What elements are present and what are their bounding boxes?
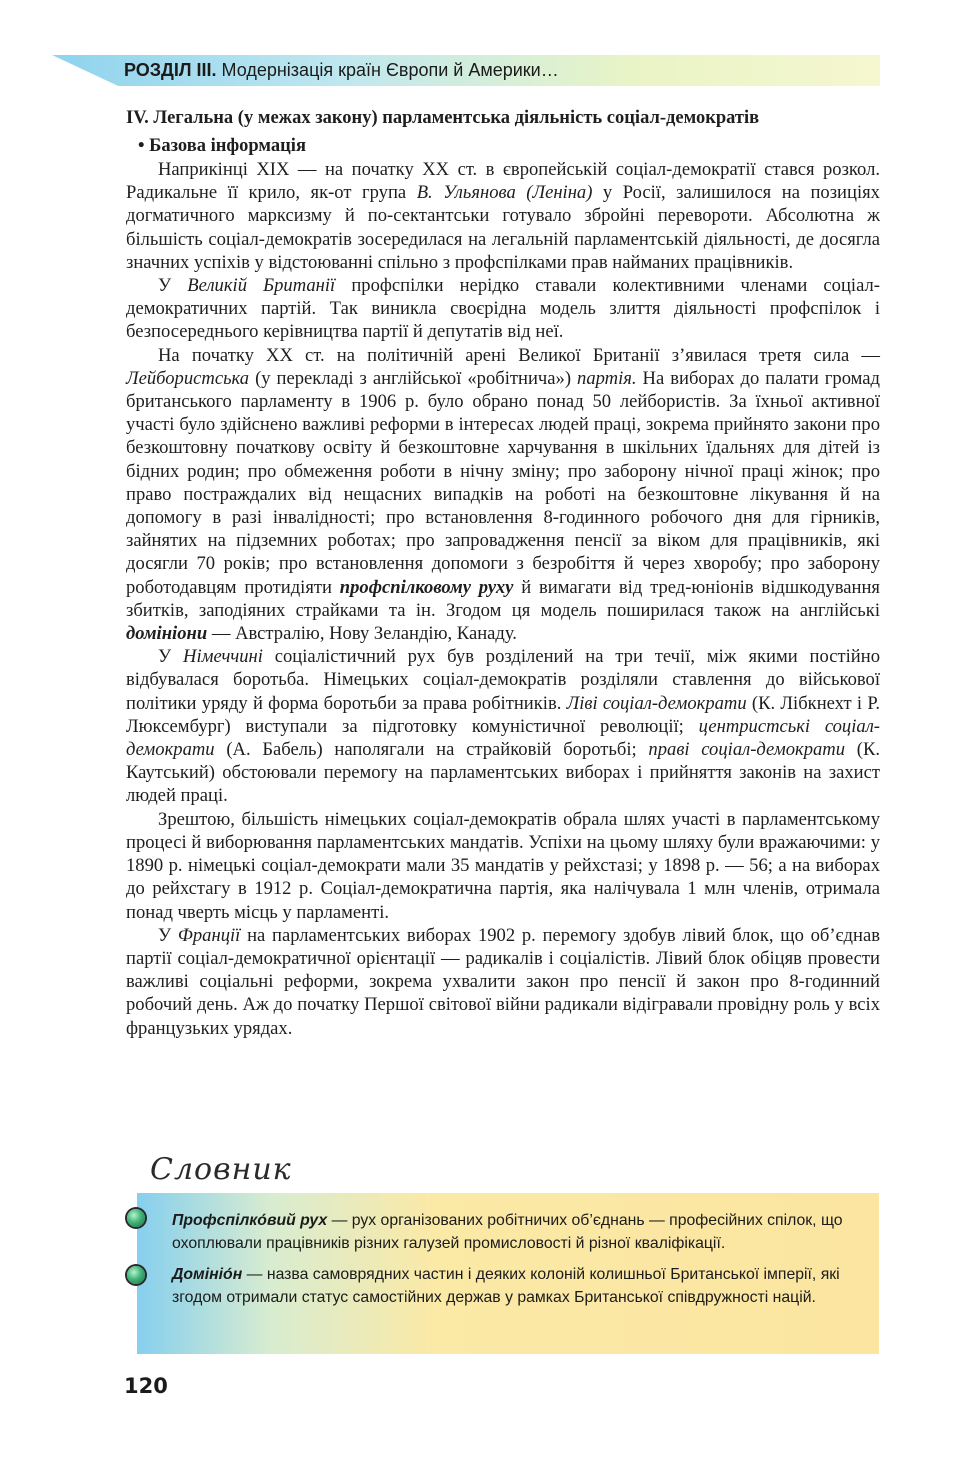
running-header <box>124 60 559 81</box>
text: (у перекладі з англійської «робітнича») <box>249 367 578 389</box>
text: (К. Лібкнехт і Р. Люксембург) виступали за підготовку комуністичної революції; <box>126 692 880 737</box>
main-text <box>126 106 880 1040</box>
term-bold-italic: домініони <box>126 623 208 645</box>
text: — Австралію, Нову Зеландію, Канаду. <box>207 623 517 645</box>
paragraph-1 <box>126 158 880 274</box>
dictionary-definition: — назва самоврядних частин і деяких колоній колишньої Британської імперії, які згодом отримали статус самостійних держав у рамках Британської співдружності націй. <box>172 1266 840 1306</box>
italic-text: центристські соціал-демократи <box>126 715 880 761</box>
italic-text: Франції <box>177 924 241 946</box>
dictionary-definition: — рух організованих робітничих об’єднань — професійних спілок, що охоплювали працівників різних галузей промисловості й різної кваліфікації. <box>172 1212 843 1252</box>
italic-text: Лейбористська <box>126 367 250 389</box>
paragraph-5 <box>126 808 880 924</box>
dictionary-item <box>172 1210 862 1255</box>
page-number: 120 <box>124 1374 168 1398</box>
dictionary-term: Домініо́н <box>172 1266 243 1283</box>
paragraph-4 <box>126 645 880 807</box>
italic-text: В. Ульянова (Леніна) <box>416 182 593 204</box>
paragraph-2 <box>126 274 880 344</box>
italic-text: партія. <box>577 367 637 389</box>
dictionary-term: Профспілко́вий рух <box>172 1212 328 1229</box>
text: й вимагати від тред-юніонів відшкодування збитків, заподіяних страйками та ін. Згодом ця модель поширилася також на англійські <box>126 576 880 621</box>
text: У <box>158 646 184 668</box>
italic-text: праві соціал-демократи <box>648 739 846 761</box>
text: (К. Каутський) обстоювали перемогу на парламентських виборах і прийняття законів на захист людей праці. <box>126 739 880 807</box>
text: На виборах до палати громад британського парламенту в 1906 р. було обрано понад 50 лейбористів. За їхньої активної участі було здійснено важливі реформи в інтересах людей праці, зокрема прийнято закони про безкоштовну початкову освіту й безкоштовне харчування в шкільних їдальнях для дітей із бідних родин; про обмеження роботи в нічну зміну; про заборону нічної праці жінок; про право постраждалих від нещасних випадків на роботі на безкоштовне лікування й на допомогу в разі інвалідності; про встановлення 8-годинного робочого дня для гірників, зайнятих на підземних роботах; про запровадження пенсії за віком для працівників, які досягли 70 років; про встановлення допомоги з безробіття й через хворобу; про заборону роботодавцям протидіяти <box>126 367 880 598</box>
bullet-icon <box>127 1266 145 1284</box>
heading: IV. Легальна (у межах закону) парламентська діяльність соціал-демократів <box>126 108 760 128</box>
italic-text: Німеччині <box>183 646 263 668</box>
bullet-icon <box>127 1209 145 1227</box>
text: (А. Бабель) наполягали на страйковій боротьбі; <box>214 739 649 761</box>
text: у Росії, залишилося на позиціях догматичного марксизму й по-сектантськи готувало збройні перевороти. Абсолютна ж більшість соціал-демократів зосередилася на легальній парламентській діяльності, де досягла значних успіхів у відстоюванні спільно з профспілками прав найманих працівників. <box>126 182 880 273</box>
subheading: • Базова інформація <box>138 136 306 156</box>
term-bold-italic: профспілковому руху <box>339 576 514 598</box>
section-title: Модернізація країн Європи й Америки… <box>221 60 559 80</box>
dictionary-item <box>172 1264 862 1309</box>
text: соціалістичний рух був розділений на три течії, між якими постійно відбувалася боротьба. Німецьких соціал-демократів розділяли ставлення до військової політики уряду й форма боротьби за права робітників. <box>126 646 880 714</box>
italic-text: Великій Британії <box>187 275 336 297</box>
text: У <box>158 924 178 946</box>
text: Наприкінці XIX — на початку XX ст. в європейській соціал-демократії стався розкол. Радикальне її крило, як-от група <box>126 159 880 204</box>
text: У <box>158 275 188 297</box>
dictionary-title: Словник <box>150 1152 292 1187</box>
italic-text: Ліві соціал-демократи <box>566 692 747 714</box>
paragraph-6 <box>126 924 880 1040</box>
text: профспілки нерідко ставали колективними членами соціал-демократичних партій. Так виникла своєрідна модель злиття діяльності профспілок і безпосереднього керівництва партії й депутатів від неї. <box>126 275 880 343</box>
text: На початку XX ст. на політичній арені Великої Британії з’явилася третя сила — <box>158 344 880 366</box>
text: Зрештою, більшість німецьких соціал-демократів обрала шлях участі в парламентському процесі й виборювання парламентських мандатів. Успіхи на цьому шляху були вражаючими: у 1890 р. німецькі соціал-демократи мали 35 мандатів у рейхстазі; у 1898 р. — 56; а на виборах до рейхстагу в 1912 р. Соціал-демократична партія, яка налічувала 1 млн членів, отримала понад чверть місць у парламенті. <box>126 808 880 923</box>
paragraph-3 <box>126 344 880 646</box>
section-label: РОЗДІЛ ІІІ. <box>124 60 217 80</box>
text: на парламентських виборах 1902 р. перемогу здобув лівий блок, що об’єднав партії соціал-демократичної орієнтації — радикалів і соціалістів. Лівий блок обіцяв провести важливі соціальні реформи, зокрема ухвалити закон про пенсії й закон про 8-годинний робочий день. Аж до початку Першої світової війни радикали відігравали провідну роль у всіх французьких урядах. <box>126 924 880 1039</box>
